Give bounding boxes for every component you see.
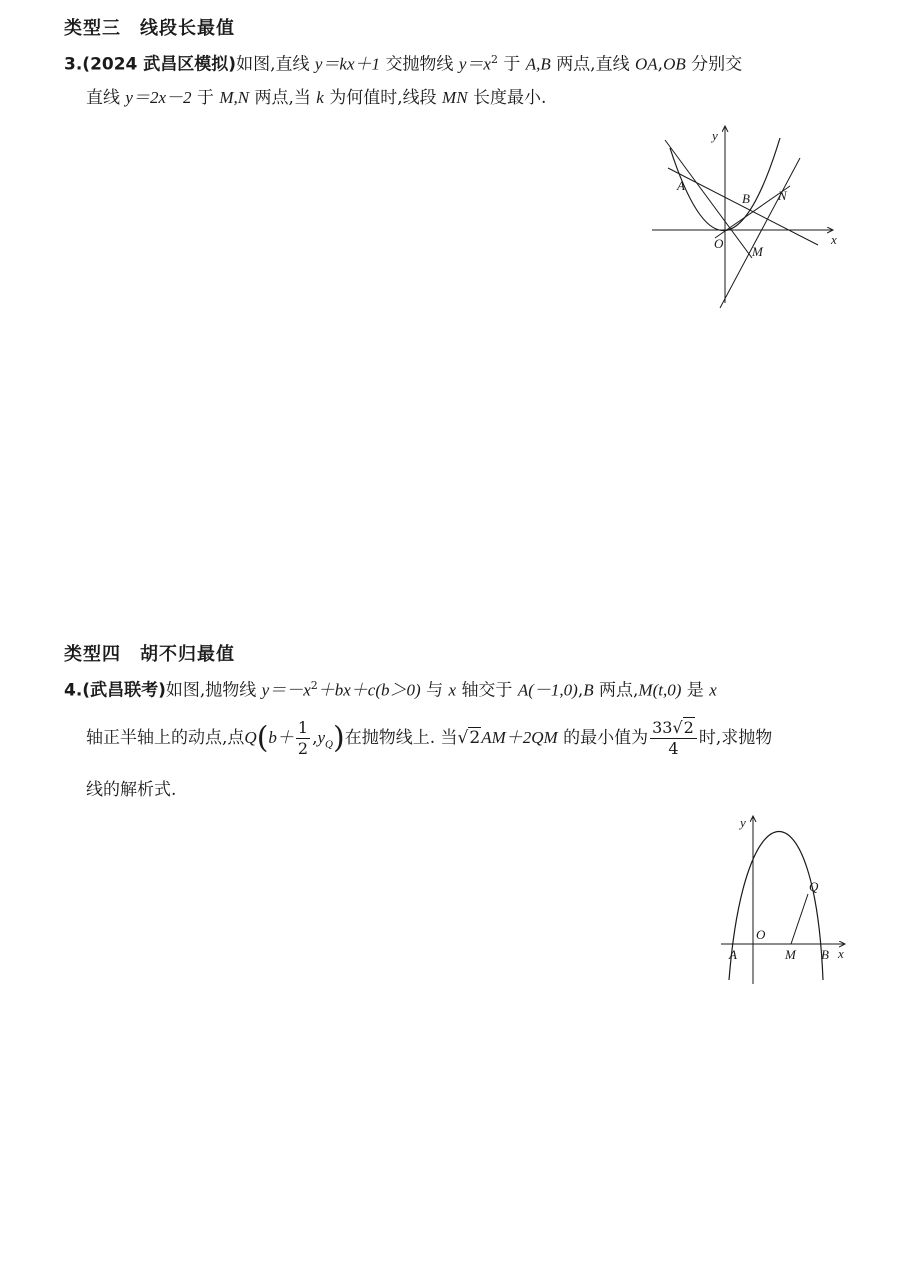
variable-k: k	[316, 88, 324, 107]
problem4-text: 轴正半轴上的动点,点	[86, 728, 245, 748]
problem4-text: 的最小值为	[563, 728, 649, 748]
problem4-text: 在抛物线上. 当	[344, 728, 458, 748]
problem3-text: 直线	[86, 88, 120, 108]
q-y-coordinate: y	[317, 728, 326, 747]
line-equation: y＝kx＋1	[314, 54, 381, 74]
line-equation-2: y＝2x－2	[125, 88, 192, 107]
label-o: O	[756, 927, 766, 942]
problem3-line1	[64, 46, 742, 79]
problem4-text: 轴交于	[461, 680, 513, 701]
problem3-line2	[86, 84, 546, 112]
points-ab: A,B	[525, 54, 551, 74]
separator: ,	[657, 54, 664, 75]
separator: ,	[312, 728, 318, 748]
exponent: 2	[310, 679, 318, 692]
half-denominator: 2	[297, 739, 309, 758]
problem4-text: 时,求抛物	[698, 728, 773, 748]
numerator-33: 33	[652, 718, 673, 737]
problem4-source: (武昌联考)	[82, 680, 166, 701]
problem4-text: 与	[426, 680, 444, 701]
parabola-equation-rest: ＋bx＋c	[317, 680, 376, 700]
problem3-text: 如图,直线	[236, 54, 310, 75]
segment-mn: MN	[442, 88, 468, 107]
problem4-number: 4.	[64, 680, 83, 701]
expression: AM＋2QM	[481, 728, 558, 747]
figure-problem3	[640, 118, 860, 318]
min-value-denominator: 4	[668, 739, 679, 758]
point-a: A(－1,0)	[517, 680, 578, 700]
label-b: B	[821, 947, 829, 962]
variable-x: x	[709, 680, 717, 700]
label-a: A	[729, 947, 737, 962]
parabola-equation: y＝－x	[261, 680, 311, 700]
parabola-equation: y＝x	[458, 54, 491, 74]
half-numerator: 1	[297, 718, 309, 737]
right-paren: )	[333, 720, 345, 756]
line-oa	[665, 140, 752, 258]
problem4-text: 是	[686, 680, 704, 701]
sqrt-radicand: 2	[469, 728, 481, 748]
label-m: M	[752, 244, 763, 259]
label-n: N	[778, 188, 787, 203]
label-q: Q	[809, 879, 819, 894]
problem4-line3	[86, 776, 176, 804]
problem3-source: (2024 武昌区模拟)	[82, 54, 237, 75]
problem3-text: 于	[503, 54, 521, 75]
sqrt-2: √2	[457, 728, 481, 748]
subscript-q: Q	[325, 738, 333, 751]
fraction-half	[296, 718, 310, 759]
problem4-text: 线的解析式.	[86, 780, 177, 800]
separator: ,	[577, 680, 584, 701]
min-value-numerator: 33√2	[650, 718, 697, 739]
problem3-text: 为何值时,线段	[329, 88, 437, 108]
problem4-line2	[86, 718, 772, 764]
section3-heading: 类型三 线段长最值	[64, 18, 235, 39]
point-q: Q	[244, 728, 257, 747]
condition: (b＞0)	[375, 680, 421, 700]
exponent: 2	[490, 53, 498, 66]
problem4-text: 如图,抛物线	[165, 680, 257, 701]
line-2x-minus-2	[720, 158, 800, 308]
label-y: y	[712, 128, 718, 143]
label-b: B	[742, 191, 750, 206]
q-x-coordinate: b＋	[268, 728, 294, 747]
left-paren: (	[256, 720, 269, 756]
problem3-text: 分别交	[691, 54, 743, 75]
points-mn: M,N	[219, 88, 250, 107]
segment-oa: OA	[635, 54, 658, 74]
segment-ob: OB	[663, 54, 686, 74]
line-kx-plus-1	[668, 168, 818, 245]
figure-problem4	[715, 812, 855, 992]
segment-qm	[791, 894, 808, 944]
problem3-text: 两点,当	[254, 88, 311, 108]
problem3-number: 3.	[64, 54, 83, 75]
numerator-radicand: 2	[683, 718, 694, 737]
label-y: y	[740, 815, 746, 830]
point-m: M(t,0)	[638, 680, 682, 700]
fraction-min-value	[650, 718, 697, 759]
parabola-curve	[729, 832, 823, 981]
problem3-text: 长度最小.	[472, 88, 547, 108]
label-x: x	[831, 232, 837, 247]
label-a: A	[677, 178, 685, 193]
problem3-text: 交抛物线	[385, 54, 454, 75]
label-o: O	[714, 236, 724, 251]
section4-heading: 类型四 胡不归最值	[64, 644, 235, 665]
problem4-text: 两点,	[599, 680, 639, 701]
point-b: B	[583, 680, 594, 700]
label-x: x	[838, 946, 844, 961]
problem3-text: 两点,直线	[556, 54, 630, 75]
problem4-line1	[64, 672, 717, 705]
variable-x: x	[448, 680, 457, 700]
problem3-text: 于	[196, 88, 214, 108]
label-m: M	[785, 947, 796, 962]
